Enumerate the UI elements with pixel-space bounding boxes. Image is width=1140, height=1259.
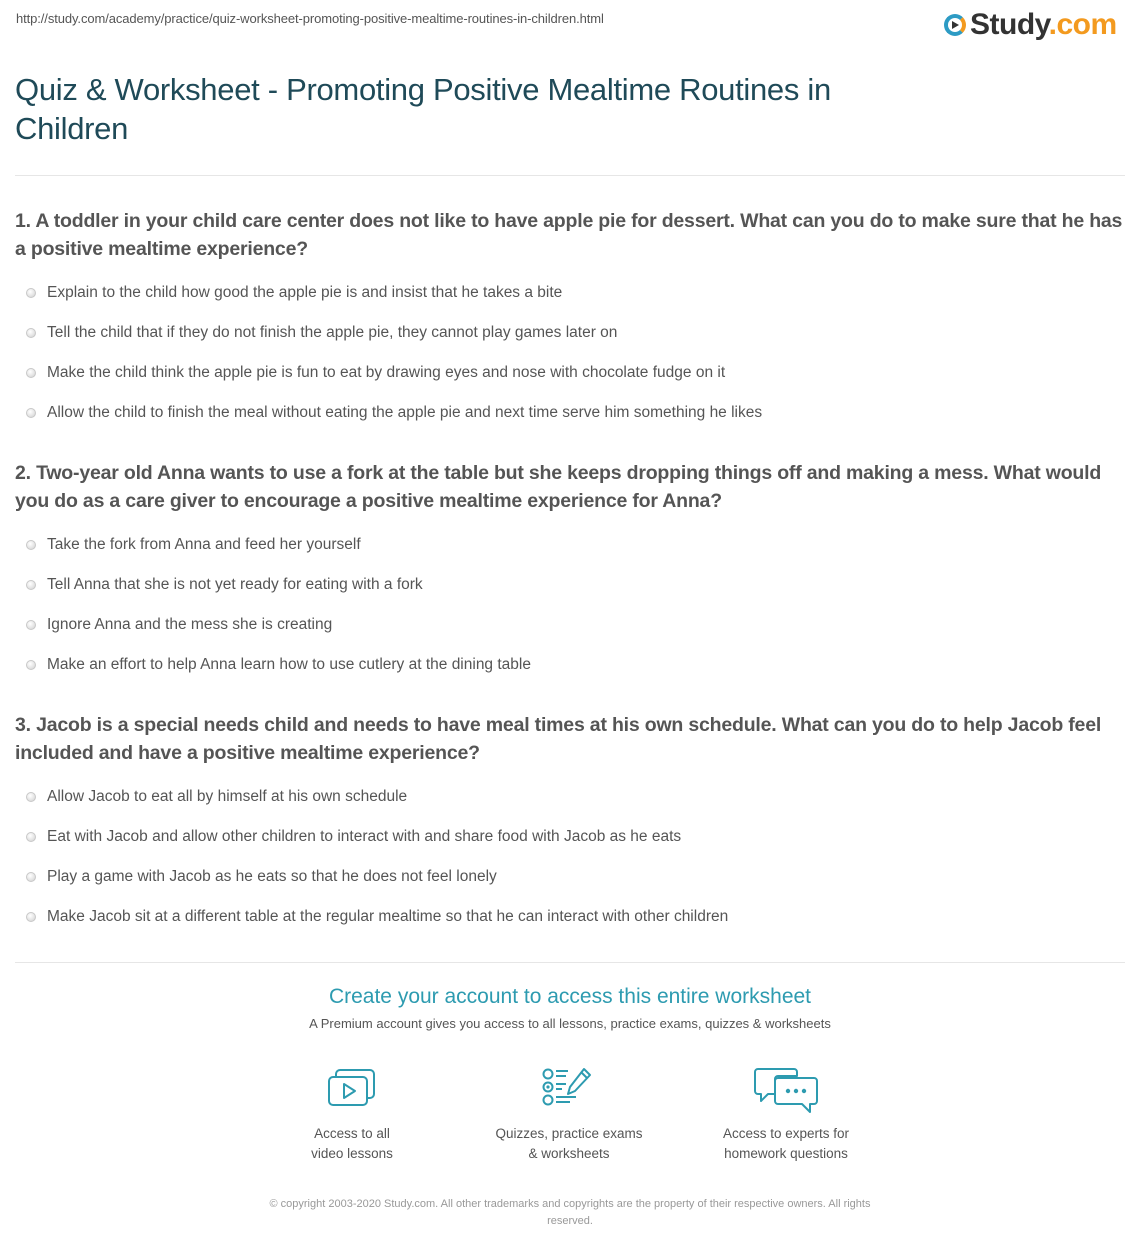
radio-button-icon[interactable]: [26, 912, 36, 922]
question-text: 2. Two-year old Anna wants to use a fork at the table but she keeps dropping things off and making a mess. What would you do as a care giver to encourage a positive mealtime experience for Anna?: [15, 462, 1102, 512]
radio-button-icon[interactable]: [26, 328, 36, 338]
video-lessons-icon: [326, 1066, 378, 1110]
radio-button-icon[interactable]: [26, 872, 36, 882]
radio-button-icon[interactable]: [26, 620, 36, 630]
study-logo[interactable]: [944, 9, 1117, 41]
answer-choice[interactable]: Make the child think the apple pie is fun to eat by drawing eyes and nose with chocolate fudge on it: [15, 353, 1125, 393]
radio-button-icon[interactable]: [26, 580, 36, 590]
answer-choices: [15, 525, 1125, 685]
quiz-checklist-icon: [540, 1066, 598, 1110]
question-1: [15, 207, 1125, 433]
question-3: [15, 711, 1125, 937]
answer-choices: [15, 273, 1125, 433]
radio-button-icon[interactable]: [26, 660, 36, 670]
logo-wordmark: Study.com: [970, 8, 1117, 41]
divider: [15, 962, 1125, 963]
answer-choice[interactable]: Tell Anna that she is not yet ready for eating with a fork: [15, 565, 1125, 605]
feature-experts: Access to experts for homework questions: [686, 1066, 886, 1164]
answer-choice[interactable]: Make an effort to help Anna learn how to use cutlery at the dining table: [15, 645, 1125, 685]
answer-choice[interactable]: Make Jacob sit at a different table at the regular mealtime so that he can interact with other children: [15, 897, 1125, 937]
radio-button-icon[interactable]: [26, 288, 36, 298]
question-text: 1. A toddler in your child care center does not like to have apple pie for dessert. What can you do to make sure that he has a positive mealtime experience?: [15, 210, 1123, 260]
play-logo-icon: [944, 14, 966, 36]
feature-video-lessons: Access to all video lessons: [252, 1066, 452, 1164]
answer-choice[interactable]: Explain to the child how good the apple pie is and insist that he takes a bite: [15, 273, 1125, 313]
answer-choice[interactable]: Ignore Anna and the mess she is creating: [15, 605, 1125, 645]
answer-choice[interactable]: Tell the child that if they do not finish the apple pie, they cannot play games later on: [15, 313, 1125, 353]
answer-choice[interactable]: Allow Jacob to eat all by himself at his own schedule: [15, 777, 1125, 817]
answer-choice[interactable]: Eat with Jacob and allow other children to interact with and share food with Jacob as he eats: [15, 817, 1125, 857]
answer-choices: [15, 777, 1125, 937]
answer-choice[interactable]: Play a game with Jacob as he eats so that he does not feel lonely: [15, 857, 1125, 897]
answer-choice[interactable]: Take the fork from Anna and feed her yourself: [15, 525, 1125, 565]
copyright-text: © copyright 2003-2020 Study.com. All other trademarks and copyrights are the property of their respective owners. All rights reserved.: [269, 1198, 871, 1227]
feature-quizzes: Quizzes, practice exams & worksheets: [469, 1066, 669, 1164]
radio-button-icon[interactable]: [26, 408, 36, 418]
radio-button-icon[interactable]: [26, 368, 36, 378]
question-2: [15, 459, 1125, 685]
promo-subtitle: A Premium account gives you access to all lessons, practice exams, quizzes & worksheets: [309, 1016, 831, 1031]
chat-bubbles-icon: [754, 1066, 818, 1116]
radio-button-icon[interactable]: [26, 540, 36, 550]
answer-choice[interactable]: Allow the child to finish the meal without eating the apple pie and next time serve him something he likes: [15, 393, 1125, 433]
page-url: http://study.com/academy/practice/quiz-worksheet-promoting-positive-mealtime-routines-in-children.html: [16, 11, 604, 26]
radio-button-icon[interactable]: [26, 832, 36, 842]
page-title: Quiz & Worksheet - Promoting Positive Mealtime Routines in Children: [15, 72, 831, 146]
question-text: 3. Jacob is a special needs child and needs to have meal times at his own schedule. What can you do to help Jacob feel included and have a positive mealtime experience?: [15, 714, 1102, 764]
create-account-link[interactable]: Create your account to access this entire worksheet: [328, 985, 812, 1008]
divider: [15, 175, 1125, 176]
radio-button-icon[interactable]: [26, 792, 36, 802]
